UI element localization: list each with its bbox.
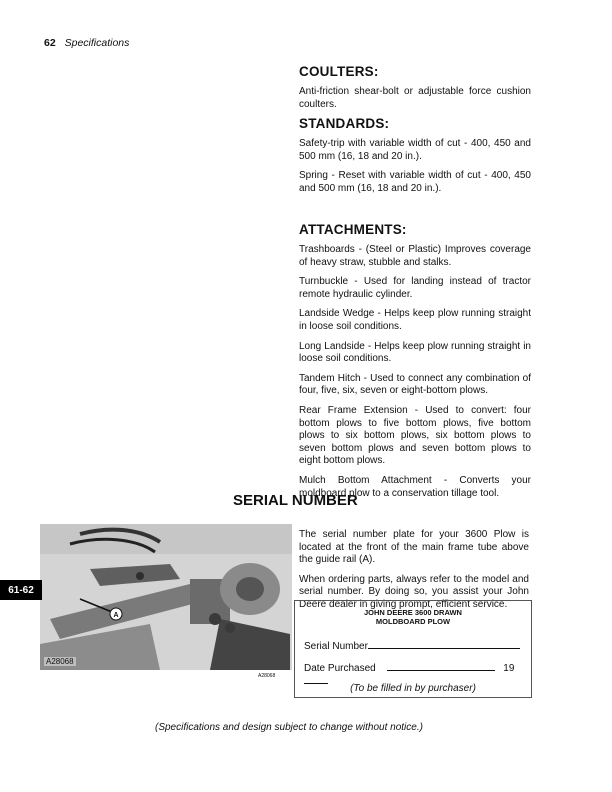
date-purchased-label: Date Purchased [304,663,376,674]
serial-number-label: Serial Number [304,641,368,652]
attachments-heading: ATTACHMENTS: [299,222,407,237]
serial-number-heading: SERIAL NUMBER [233,492,358,509]
serial-number-row [304,639,520,652]
card-title-line2: MOLDBOARD PLOW [375,617,451,626]
attachments-item: Landside Wedge - Helps keep plow running straight in loose soil conditions. [299,308,531,332]
standards-section [299,116,531,202]
footer-note: (Specifications and design subject to change without notice.) [155,722,423,733]
coulters-text: Anti-friction shear-bolt or adjustable force cushion coulters. [299,86,531,110]
card-title-line1: JOHN DEERE 3600 DRAWN [364,608,462,617]
date-purchased-blank[interactable] [387,661,495,671]
standards-item: Spring - Reset with variable width of cut - 400, 450 and 500 mm (16, 18 and 20 in.). [299,170,531,194]
page-header [44,37,129,49]
page-number: 62 [44,37,56,49]
attachments-item: Tandem Hitch - Used to connect any combination of four, five, six, seven or eight-bottom plows. [299,372,531,397]
photo-callout-label: A [113,612,119,619]
photo-id-label: A28068 [258,673,276,679]
attachments-item: Rear Frame Extension - Used to convert: four bottom plows to five bottom plows, five bottom plows to six bottom plows, six bottom plows to seven bottom plows and seven bottom plows to eight bottom plows. [299,404,531,467]
attachments-item: Mulch Bottom Attachment - Converts your moldboard plow to a conservation tillage tool. [299,474,531,499]
standards-heading: STANDARDS: [299,116,390,131]
attachments-item: Trashboards - (Steel or Plastic) Improves coverage of heavy straw, stubble and stalks. [299,244,531,268]
serial-paragraph: The serial number plate for your 3600 Plow is located at the front of the main frame tube above the guide rail (A). [299,529,529,566]
photo-illustration [40,524,292,670]
section-tab: 61-62 [0,580,42,600]
coulters-heading: COULTERS: [299,64,379,79]
coulters-section [299,64,531,118]
attachments-item: Long Landside - Helps keep plow running straight in loose soil conditions. [299,340,531,365]
year-prefix: 19 [503,663,515,674]
card-note: (To be filled in by purchaser) [350,683,476,694]
photo-caption: A28068 [46,657,74,666]
serial-paragraph: When ordering parts, always refer to the model and serial number. By doing so, you assist your John Deere dealer in giving prompt, efficient service. [299,573,529,610]
attachments-section [299,222,531,507]
attachments-item: Turnbuckle - Used for landing instead of tractor remote hydraulic cylinder. [299,276,531,300]
standards-item: Safety-trip with variable width of cut - 400, 450 and 500 mm (16, 18 and 20 in.). [299,138,531,162]
serial-number-blank[interactable] [368,639,520,649]
section-title: Specifications [64,37,130,49]
serial-record-card [294,600,532,698]
plow-frame-photo [40,524,292,670]
